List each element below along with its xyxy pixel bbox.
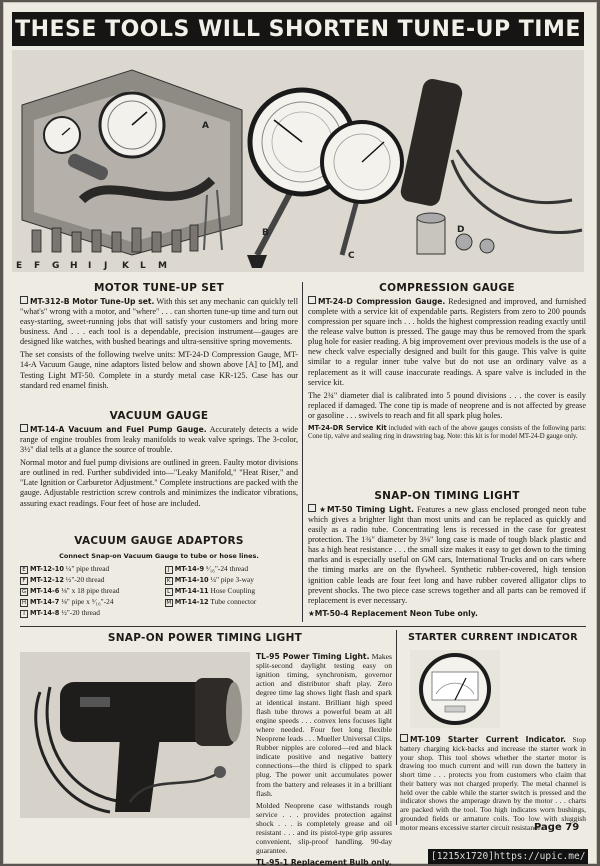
power-timing-case-text: Molded Neoprene case withstands rough service . . . provides protection against shock . . . is completely grease and oil resistant . . . and its pistol-type grip assures convenient, slip-proof handling. 90-day guarantee.: [256, 800, 392, 856]
column-divider-bottom: [396, 630, 397, 825]
svg-text:M: M: [158, 261, 167, 271]
vacuum-gauge-details: Normal motor and fuel pump divisions are outlined in green. Faulty motor divisions are outlined in red. Further subdivided into—"Leaky Manifold," "Heat Riser," and "Late Ignition or Carburetor Adjustment." Complete instructions are packed with the gauge. Adjustable restriction screw controls and minimizes the indicator vibrations, assuring exact readings. Four feet of hose are included.: [20, 458, 298, 508]
adaptor-cell: [165, 596, 298, 607]
adaptor-desc: ¼" pipe 3-way: [210, 574, 254, 584]
adaptor-code: MT-14-10: [174, 575, 209, 584]
adaptor-letter-box: M: [166, 599, 172, 606]
svg-text:C: C: [348, 251, 355, 261]
adaptor-code: MT-14-11: [174, 586, 209, 595]
adaptor-code: MT-12-12: [30, 575, 64, 584]
svg-text:E: E: [16, 261, 23, 271]
motor-tuneup-title: MOTOR TUNE-UP SET: [93, 282, 225, 294]
svg-text:K: K: [122, 261, 129, 271]
adaptors-title: VACUUM GAUGE ADAPTORS: [74, 535, 244, 547]
product-code: ★MT-50 Timing Light.: [318, 505, 414, 514]
adaptor-cell: [20, 585, 165, 596]
watermark-url: [1215x1720]https://upic.me/: [428, 849, 588, 864]
adaptors-table: [20, 563, 298, 618]
adaptor-row: [20, 585, 298, 596]
compression-dial-text: The 2¾" diameter dial is calibrated into 5 pound divisions . . . the cover is easily replaced if damaged. The cone tip is made of neoprene and is not affected by grease or gasoline . . . swivels to reach and fit all spark plug holes.: [308, 390, 586, 420]
adaptors-hint: Connect Snap-on Vacuum Gauge to tube or hose lines.: [59, 552, 259, 560]
svg-text:H: H: [70, 261, 78, 271]
adaptor-row: [20, 574, 298, 585]
svg-text:G: G: [52, 261, 60, 271]
adaptor-letter-box: E: [20, 566, 28, 574]
adaptor-cell: [20, 607, 165, 618]
adaptor-cell: [165, 607, 298, 618]
adaptor-letter-box: H: [21, 599, 27, 606]
tuneup-set-photo: [12, 50, 584, 272]
adaptor-row: [20, 596, 298, 607]
adaptor-desc: Hose Coupling: [210, 585, 256, 595]
starter-indicator-text: MT-109 Starter Current Indicator. Stop battery charging kick-backs and increase the starter work in your shop. This tool shows whether the starter motor is drawing too much current and will run down the battery in short time . . . protects you from customers who claim that their battery was not charged properly. The metal channel is held over the cable while the starter switch is pressed and the indicator shows the amperage drawn by the motor . . . charts are packed with the tool. Too high indicates worn bushings, grounded fields or armature coils. Too low with sluggish motor means excessive starter circuit resistance.: [400, 735, 586, 832]
adaptors-list: [20, 552, 298, 618]
product-code: MT-312-B Motor Tune-Up set.: [30, 297, 155, 306]
replacement-bulb: TL-95-1 Replacement Bulb only.: [256, 858, 392, 866]
adaptor-cell: [165, 574, 298, 585]
adaptor-cell: [165, 563, 298, 574]
svg-text:L: L: [140, 261, 146, 271]
checkbox-icon: [20, 296, 28, 304]
adaptor-code: MT-12-10: [30, 564, 64, 573]
svg-text:B: B: [262, 228, 269, 238]
service-kit-code: MT-24-DR Service Kit: [308, 423, 387, 432]
motor-tuneup-contents: The set consists of the following twelve units: MT-24-D Compression Gauge, MT-14-A Vacuum Gauge, nine adaptors listed below and shown above [A] to [M], and Testing Light MT-50. Complete in a sturdy metal case KR-125. Case has our standard red enamel finish.: [20, 350, 298, 390]
checkbox-icon: [400, 734, 408, 742]
adaptor-cell: [20, 574, 165, 585]
product-code: TL-95 Power Timing Light.: [256, 652, 370, 661]
starter-indicator-photo: [410, 650, 500, 728]
product-code: MT-109 Starter Current Indicator.: [410, 735, 566, 744]
svg-text:J: J: [104, 261, 108, 271]
adaptor-desc: ¼" pipe thread: [65, 563, 110, 573]
adaptor-letter-box: K: [165, 577, 173, 585]
adaptor-code: MT-14-8: [30, 608, 60, 617]
starter-indicator-title: STARTER CURRENT INDICATOR: [408, 632, 578, 643]
compression-gauge-title: COMPRESSION GAUGE: [379, 282, 515, 294]
adaptor-desc: ⅛" pipe x ⁵⁄₁₆"-24: [61, 596, 114, 606]
replacement-neon-tube: ★MT-50-4 Replacement Neon Tube only.: [308, 608, 478, 618]
adaptor-cell: [165, 585, 298, 596]
product-code: MT-14-A Vacuum and Fuel Pump Gauge.: [30, 425, 207, 434]
power-timing-title: SNAP-ON POWER TIMING LIGHT: [107, 632, 303, 644]
adaptor-letter-box: J: [165, 566, 173, 574]
page-banner: THESE TOOLS WILL SHORTEN TUNE-UP TIME: [12, 12, 584, 46]
product-code: MT-24-D Compression Gauge.: [318, 297, 446, 306]
motor-tuneup-text: MT-312-B Motor Tune-Up set. With this set any mechanic can quickly tell "what's" wrong with a motor, and "where" . . . can shorten tune-up time and turn out easy-starting, sweet-running jobs that will satisfy your customers and bring more business. And . . . each tool is a dependable, precision instrument—gauges are designed like watches, with bushed bearings and ultra-sensitive spring movements. The set consists of the following twelve units: MT-24-D Compression Gauge, MT-14-A Vacuum Gauge, nine adaptors listed below and shown above [A] to [M], and Testing Light MT-50. Complete in a sturdy metal case KR-125. Case has our standard red enamel finish.: [20, 297, 298, 390]
adaptor-cell: [20, 596, 165, 607]
checkbox-icon: [308, 504, 316, 512]
timing-light-title: SNAP-ON TIMING LIGHT: [374, 490, 520, 502]
adaptor-desc: ⁵⁄₁₆"-24 thread: [205, 563, 249, 573]
adaptor-desc: Tube connector: [210, 596, 257, 606]
adaptor-code: MT-14-6: [30, 586, 60, 595]
svg-text:I: I: [88, 261, 92, 271]
page-number: Page 79: [534, 822, 580, 833]
power-timing-light-photo: [20, 652, 250, 818]
vacuum-gauge-text: MT-14-A Vacuum and Fuel Pump Gauge. Accurately detects a wide range of engine troubles from leaky manifolds to weak valve springs. The 3-color, 3½" dial tells at a glance the source of trouble. Normal motor and fuel pump divisions are outlined in green. Faulty motor divisions are outlined in red. Further subdivided into—"Leaky Manifold," "Heat Riser," and "Late Ignition or Carburetor Adjustment." Complete instructions are packed with the gauge. Adjustable restriction screw controls and minimizes the indicator vibrations, assuring exact readings. Four feet of hose are included.: [20, 425, 298, 508]
svg-text:D: D: [457, 225, 465, 235]
adaptor-code: MT-14-9: [174, 564, 205, 573]
adaptor-code: MT-14-12: [174, 597, 209, 606]
adaptor-letter-box: F: [20, 577, 28, 585]
vacuum-gauge-title: VACUUM GAUGE: [109, 410, 209, 422]
adaptor-desc: ½"-20 thread: [61, 607, 100, 617]
adaptor-code: MT-14-7: [30, 597, 60, 606]
svg-text:F: F: [34, 261, 41, 271]
svg-text:A: A: [202, 121, 209, 131]
adaptor-desc: ⅛" x 18 pipe thread: [61, 585, 120, 595]
adaptor-desc: ½"-20 thread: [65, 574, 105, 584]
adaptor-cell: [20, 563, 165, 574]
checkbox-icon: [20, 424, 28, 432]
timing-light-text: ★MT-50 Timing Light. Features a new glass enclosed pronged neon tube which gives a brighter light than most units and can be replaced as quickly and easily as a radio tube. Concentrating lens is recessed in the case for greatest protection. The 1¾" diameter by 3⅛" long case is made of tough black plastic and has a high heat resistance . . . the small size makes it easy to get down to the timing marks and is especially useful on GM cars, International Trucks and on cars where the timing marks are on the flywheel. Synthetic rubber-covered, high tension ignition cable leads are four feet long and have rubber covered alligator clips to prevent shocks. The two piece case screws together and all parts can be removed if replacement is ever necessary. ★MT-50-4 Replacement Neon Tube only.: [308, 505, 587, 618]
section-divider: [20, 626, 586, 627]
column-divider: [302, 282, 303, 622]
checkbox-icon: [308, 296, 316, 304]
adaptor-letter-box: L: [165, 588, 173, 596]
adaptor-row: [20, 607, 298, 618]
adaptor-letter-box: I: [20, 610, 28, 618]
adaptor-letter-box: G: [21, 588, 27, 595]
compression-gauge-text: MT-24-D Compression Gauge. Redesigned and improved, and furnished complete with a service kit of expendable parts. Registers from zero to 200 pounds compression per square inch . . . holds the highest compression reading exactly until the release valve button is pressed. The gauge may thus be removed from the spark plug hole for easier reading. A big improvement over previous models is the use of a new check valve especially designed and built for this gauge. This valve is quite similar to a regular inner tube valve but do not use an ordinary valve as a replacement as it will cause inaccurate readings. A spare valve is included in the service kit. The 2¾" diameter dial is calibrated into 5 pound divisions . . . the cover is easily replaced if damaged. The cone tip is made of neoprene and is not affected by grease or gasoline . . . swivels to reach and fit all spark plug holes. MT-24-DR Service Kit included with each of the above gauges consists of the following parts: Cone tip, valve and sealing ring in drawstring bag. Note: this kit is for model MT-24-D gauge only.: [308, 297, 586, 441]
power-timing-text: TL-95 Power Timing Light. Makes split-second daylight testing easy on ignition timing, synchronism, governor action and distributor shaft play. Zero degree time lag shows light flash and spark at identical instant. Brilliant high speed flash tube throws a powerful beam at all engine speeds . . . convex lens focuses light where needed. Four feet long flexible Neoprene leads . . . Mueller Universal Clips. Rubber nipples are colored—red and black indicate positive and negative battery connections—the third is clipped to spark plug. The power unit accumulates power from the battery and releases it in a brilliant flash. Molded Neoprene case withstands rough service . . . provides protection against shock . . . is completely grease and oil resistant . . . and its pistol-type grip assures convenient, slip-proof handling. 90-day guarantee. TL-95-1 Replacement Bulb only.: [256, 652, 392, 866]
adaptor-row: [20, 563, 298, 574]
